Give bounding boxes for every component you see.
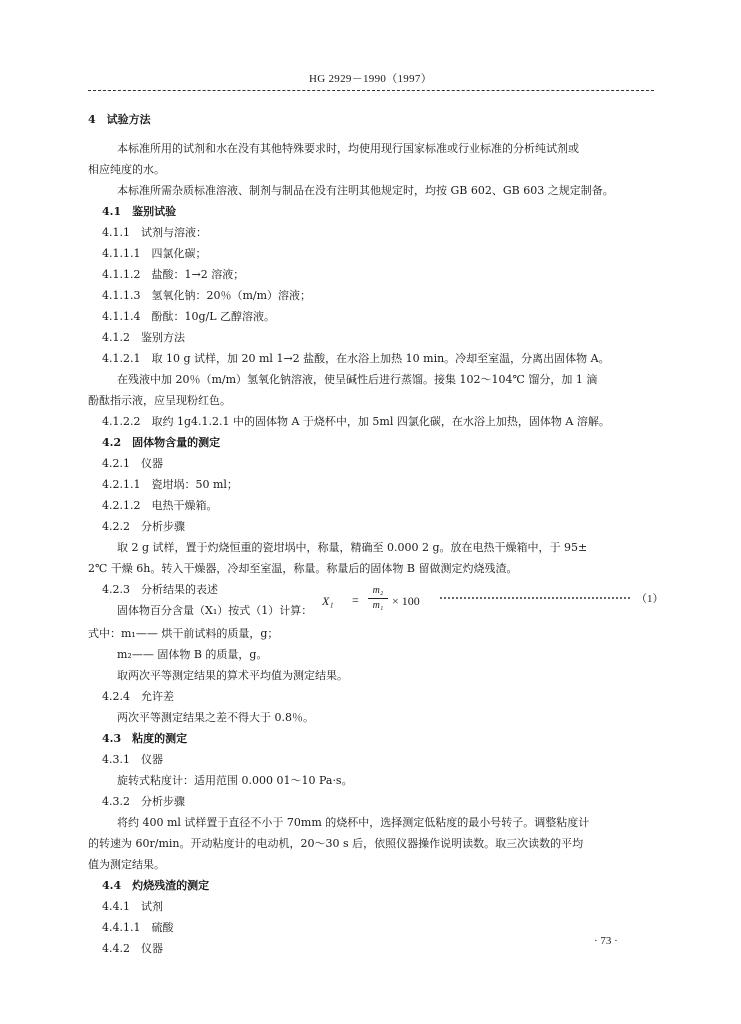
text-line: 4.1.1.3 氢氧化钠：20％（m/m）溶液；: [102, 289, 312, 302]
text-line: 4.3 粘度的测定: [102, 732, 188, 745]
header-rule: [88, 90, 654, 91]
text-line: 4.3.1 仪器: [102, 753, 163, 766]
text-line: 固体物百分含量（X₁）按式（1）计算：: [117, 604, 313, 617]
text-line: 值为测定结果。: [88, 858, 165, 871]
text-line: 相应纯度的水。: [88, 163, 165, 176]
text-line: 4 试验方法: [88, 113, 151, 126]
fraction-bar: [368, 598, 388, 599]
text-line: 本标准所用的试剂和水在没有其他特殊要求时，均使用现行国家标准或行业标准的分析纯试剂或: [117, 142, 579, 155]
text-line: 4.1.1.1 四氯化碳；: [102, 247, 207, 260]
text-line: 4.1 鉴别试验: [102, 205, 177, 218]
text-line: 4.2.1.2 电热干燥箱。: [102, 499, 218, 512]
text-line: 4.1.1.4 酚酞：10g/L 乙醇溶液。: [102, 310, 276, 323]
text-line: 4.4.1 试剂: [102, 900, 163, 913]
text-line: 4.2.4 允许差: [102, 690, 174, 703]
text-line: 酚酞指示液，应呈现粉红色。: [88, 394, 231, 407]
formula-equals: =: [352, 593, 359, 607]
formula-times: × 100: [392, 594, 420, 608]
text-line: 4.4.2 仪器: [102, 942, 163, 955]
formula-fraction: [368, 585, 388, 612]
formula-denominator: m₁: [372, 600, 384, 611]
text-line: m₂—— 固体物 B 的质量，g。: [117, 648, 268, 661]
equation-number: （1）: [636, 593, 664, 605]
text-line: 4.1.1.2 盐酸：1→2 溶液；: [102, 268, 245, 281]
text-line: 4.2.1.1 瓷坩埚：50 ml；: [102, 478, 238, 491]
formula-leader-dots: [440, 597, 630, 599]
text-line: 4.1.2.2 取约 1g4.1.2.1 中的固体物 A 于烧杯中，加 5ml 四氯化碳，在水浴上加热，固体物 A 溶解。: [102, 415, 610, 428]
text-line: 取两次平等测定结果的算术平均值为测定结果。: [117, 669, 348, 682]
text-line: 在残液中加 20％（m/m）氢氧化钠溶液，使呈碱性后进行蒸馏。接集 102～104℃ 馏分，加 1 滴: [117, 373, 598, 386]
page-number: · 73 ·: [594, 935, 618, 947]
text-line: 4.3.2 分析步骤: [102, 795, 185, 808]
text-line: 式中：m₁—— 烘干前试料的质量，g；: [88, 627, 279, 640]
text-line: 4.4.1.1 硫酸: [102, 921, 174, 934]
text-line: 4.1.2 鉴别方法: [102, 331, 185, 344]
text-line: 4.1.2.1 取 10 g 试样，加 20 ml 1→2 盐酸，在水浴上加热 10 min。冷却至室温，分离出固体物 A。: [102, 352, 610, 365]
text-line: 取 2 g 试样，置于灼烧恒重的瓷坩埚中，称量，精确至 0.000 2 g。放在电热干燥箱中，于 95±: [117, 541, 588, 554]
text-line: 4.1.1 试剂与溶液：: [102, 226, 207, 239]
formula-lhs: X₁: [322, 594, 334, 608]
text-line: 旋转式粘度计：适用范围 0.000 01～10 Pa·s。: [117, 774, 353, 787]
text-line: 4.2.1 仪器: [102, 457, 163, 470]
text-line: 两次平等测定结果之差不得大于 0.8％。: [117, 711, 314, 724]
text-line: 4.2.2 分析步骤: [102, 520, 185, 533]
text-line: 本标准所需杂质标准溶液、制剂与制品在没有注明其他规定时，均按 GB 602、GB 603 之规定制备。: [117, 184, 614, 197]
formula-numerator: m₂: [372, 585, 384, 596]
text-line: 的转速为 60r/min。开动粘度计的电动机，20～30 s 后，依照仪器操作说明读数。取三次读数的平均: [88, 837, 584, 850]
text-line: 4.2.3 分析结果的表述: [102, 583, 218, 596]
text-line: 4.2 固体物含量的测定: [102, 436, 221, 449]
text-line: 4.4 灼烧残渣的测定: [102, 879, 210, 892]
text-line: 2℃ 干燥 6h。转入干燥器，冷却至室温，称量。称量后的固体物 B 留做测定灼烧残渣。: [88, 562, 518, 575]
text-line: 将约 400 ml 试样置于直径不小于 70mm 的烧杯中，选择测定低粘度的最小号转子。调整粘度计: [117, 816, 590, 829]
formula-1: [322, 585, 432, 619]
page-header: HG 2929－1990（1997）: [308, 73, 433, 85]
